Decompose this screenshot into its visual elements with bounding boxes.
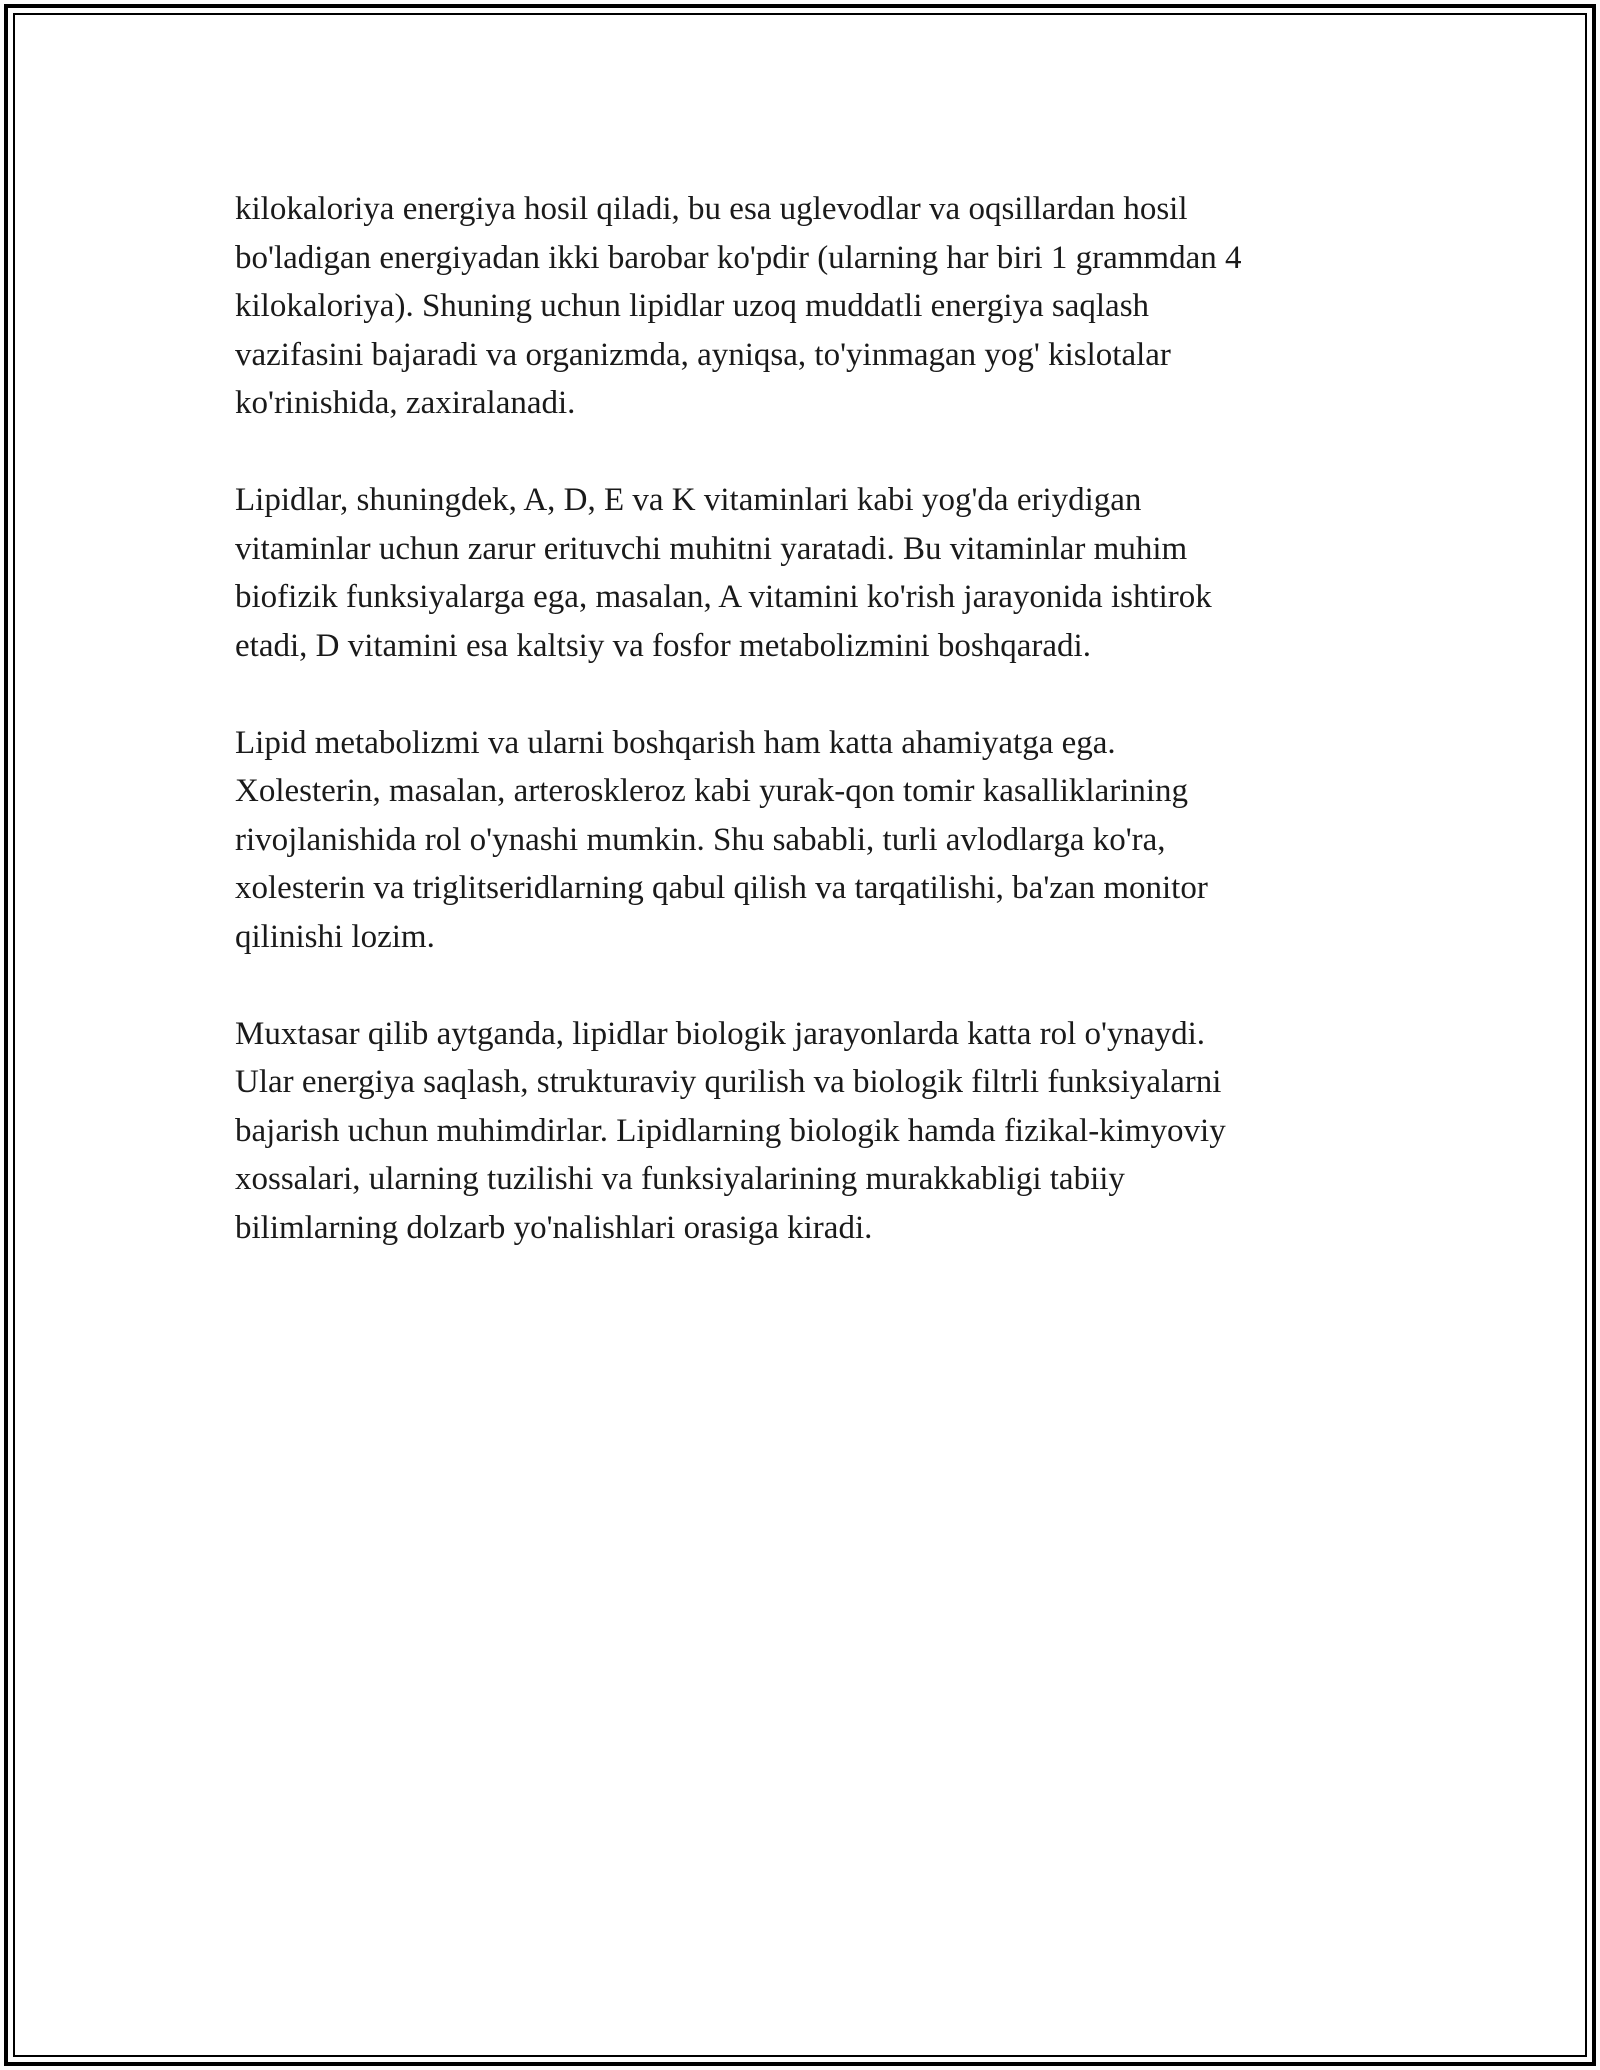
paragraph-line: Lipidlar, shuningdek, A, D, E va K vitaminlari kabi yog'da eriydigan [235,482,1142,518]
paragraph-line: etadi, D vitamini esa kaltsiy va fosfor metabolizmini boshqaradi. [235,627,1091,664]
paragraph-4 [235,1010,1365,1253]
paragraph-line: vazifasini bajaradi va organizmda, ayniqsa, to'yinmagan yog' kislotalar [235,336,1171,373]
paragraph-line: Ular energiya saqlash, strukturaviy qurilish va biologik filtrli funksiyalarni [235,1064,1222,1100]
paragraph-line: xossalari, ularning tuzilishi va funksiyalarining murakkabligi tabiiy [235,1161,1125,1197]
paragraph-2 [235,476,1365,670]
document-body [235,185,1365,1301]
paragraph-line: rivojlanishida rol o'ynashi mumkin. Shu sababli, turli avlodlarga ko'ra, [235,821,1166,858]
paragraph-line: bajarish uchun muhimdirlar. Lipidlarning biologik hamda fizikal-kimyoviy [235,1112,1226,1149]
paragraph-line: Xolesterin, masalan, arteroskleroz kabi yurak-qon tomir kasalliklarining [235,773,1189,809]
paragraph-line: biofizik funksiyalarga ega, masalan, A vitamini ko'rish jarayonida ishtirok [235,579,1212,615]
paragraph-line: Lipid metabolizmi va ularni boshqarish ham katta ahamiyatga ega. [235,724,1116,761]
paragraph-line: bilimlarning dolzarb yo'nalishlari orasiga kiradi. [235,1209,873,1246]
paragraph-line: kilokaloriya). Shuning uchun lipidlar uzoq muddatli energiya saqlash [235,288,1150,324]
paragraph-line: ko'rinishida, zaxiralanadi. [235,385,576,421]
paragraph-line: qilinishi lozim. [235,918,435,955]
paragraph-line: Muxtasar qilib aytganda, lipidlar biologik jarayonlarda katta rol o'ynaydi. [235,1015,1206,1052]
paragraph-3 [235,719,1365,962]
paragraph-line: xolesterin va triglitseridlarning qabul qilish va tarqatilishi, ba'zan monitor [235,870,1208,906]
paragraph-1 [235,185,1365,428]
paragraph-line: bo'ladigan energiyadan ikki barobar ko'pdir (ularning har biri 1 grammdan 4 [235,239,1242,276]
paragraph-line: kilokaloriya energiya hosil qiladi, bu esa uglevodlar va oqsillardan hosil [235,191,1188,227]
paragraph-line: vitaminlar uchun zarur erituvchi muhitni yaratadi. Bu vitaminlar muhim [235,530,1188,567]
